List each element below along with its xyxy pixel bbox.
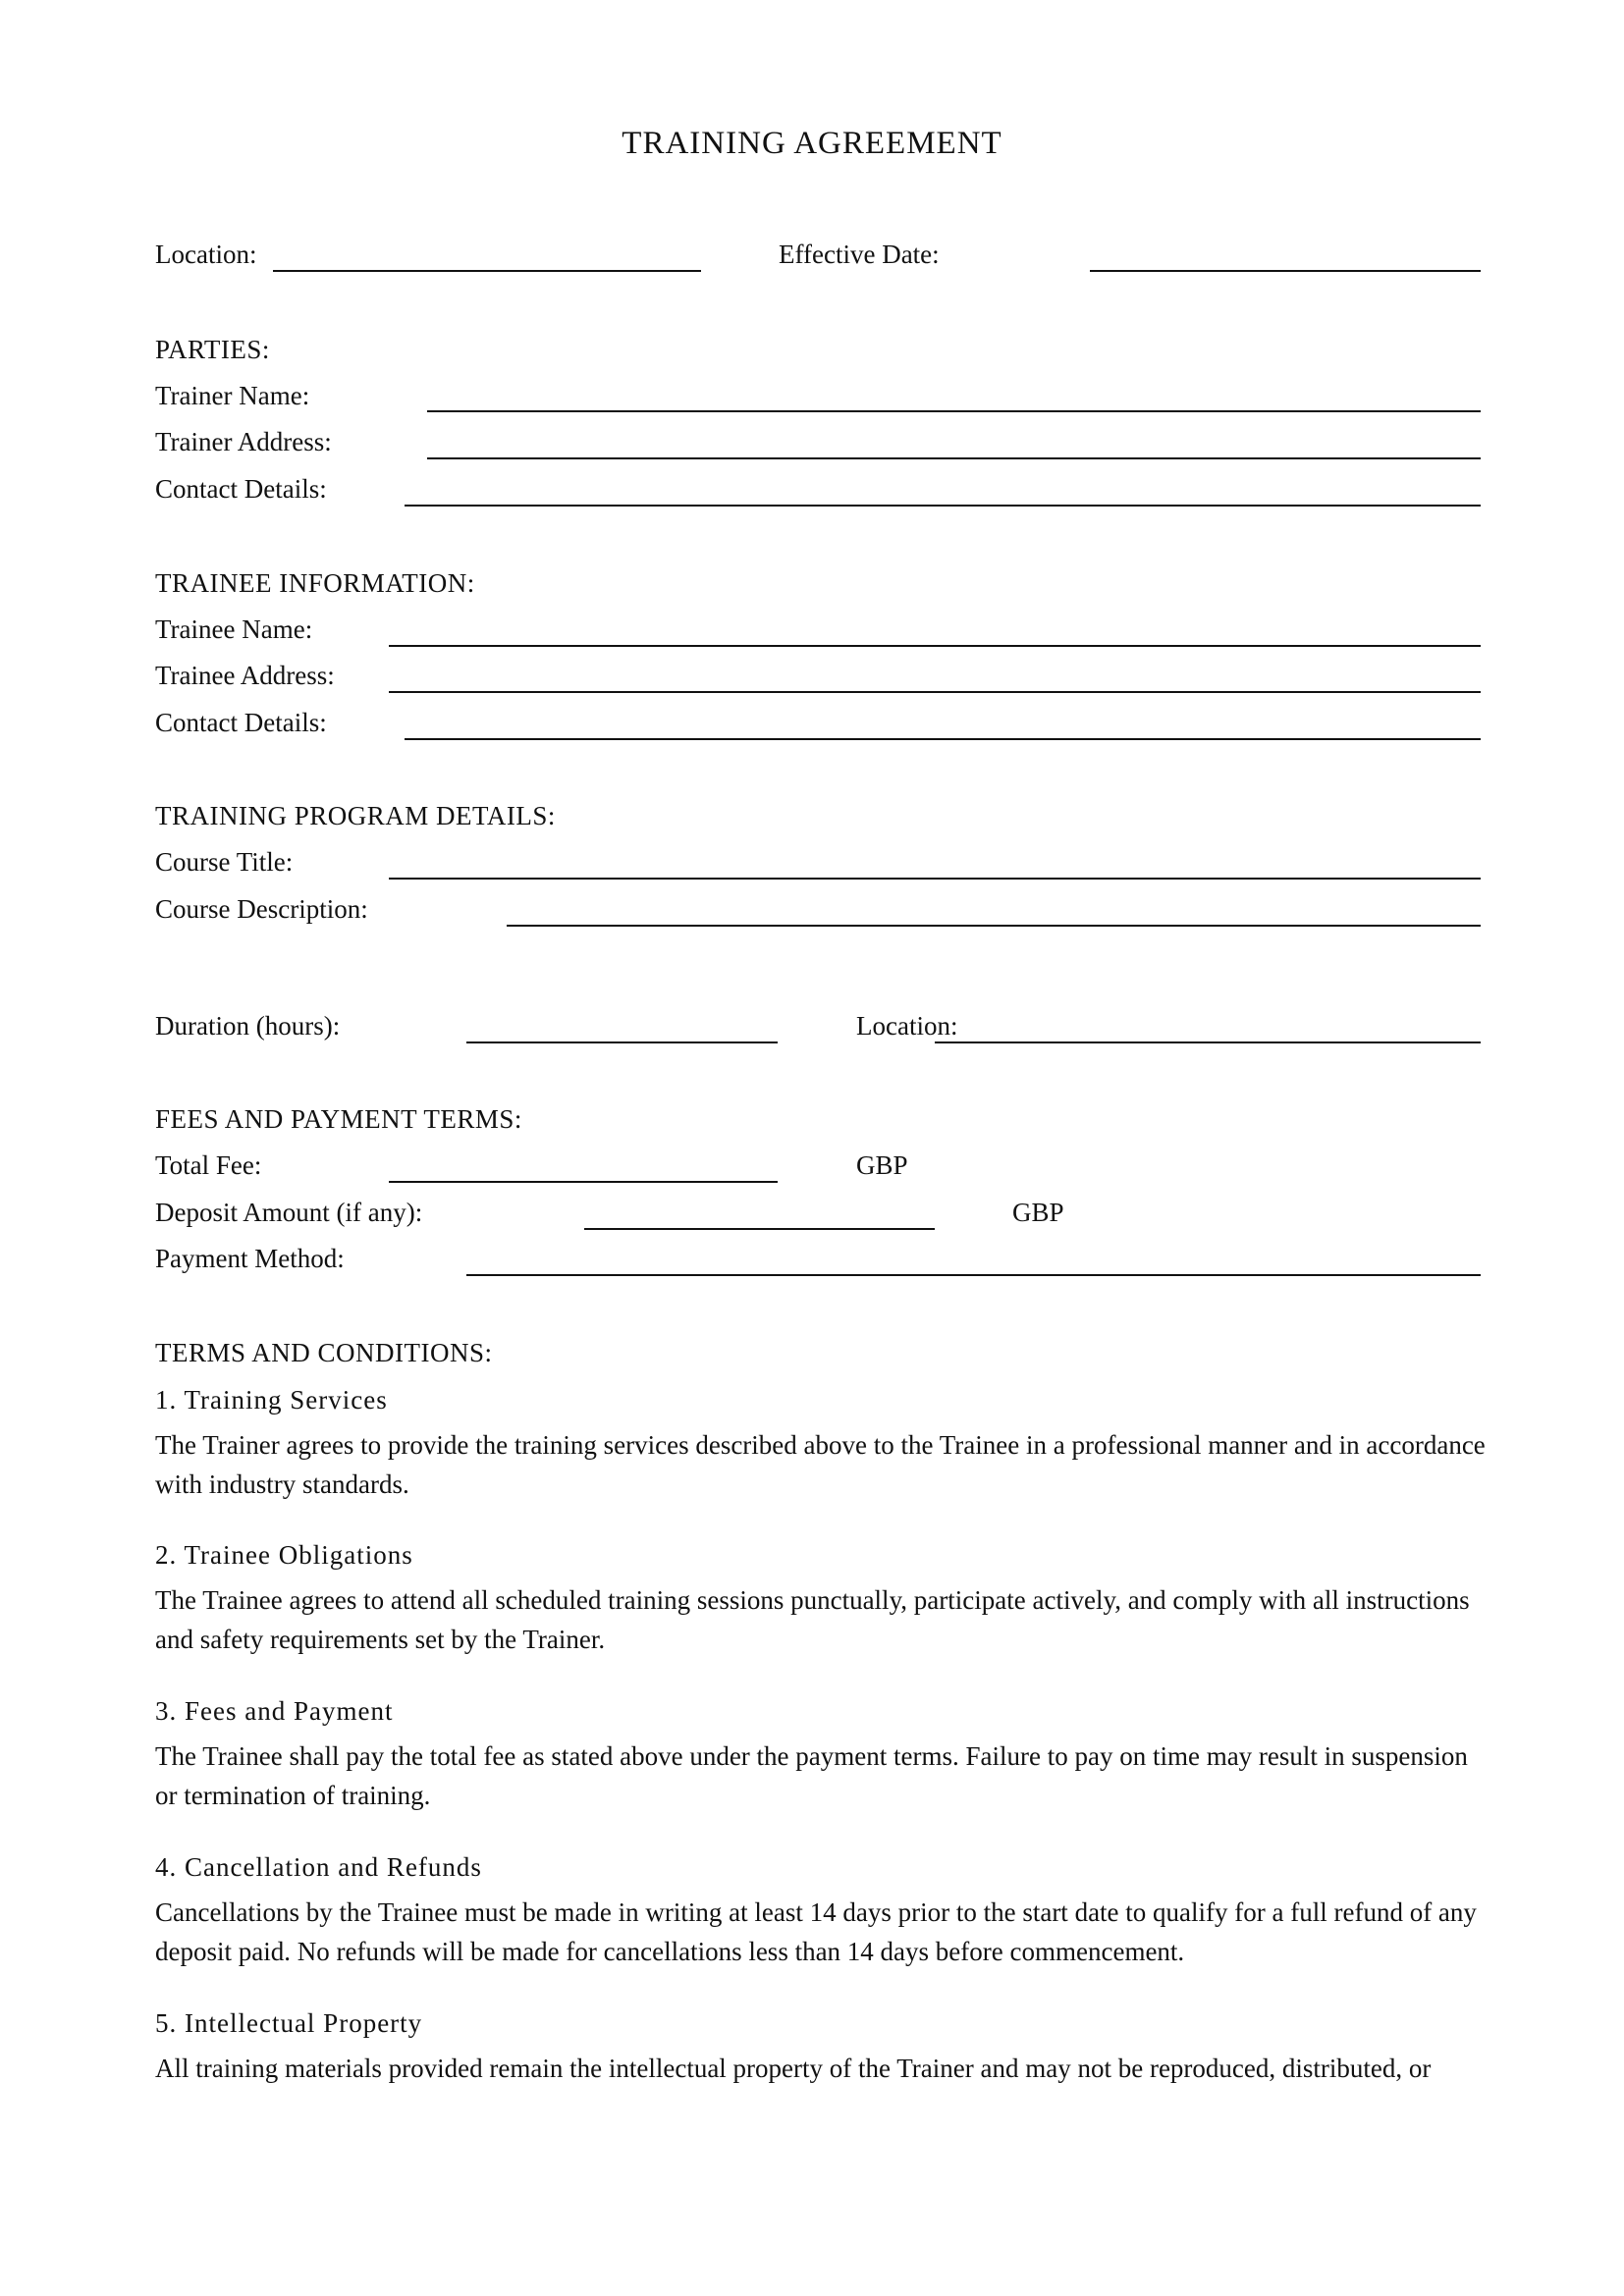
term-heading: 2. Trainee Obligations [155,1540,413,1570]
trainer-name-field[interactable] [427,410,1481,412]
trainee-name-label: Trainee Name: [155,614,313,644]
trainee-address-field[interactable] [389,691,1481,693]
term-heading: 5. Intellectual Property [155,2008,423,2038]
term-body: Cancellations by the Trainee must be made in writing at least 14 days prior to the start date to qualify for a full refund of any deposit paid. No refunds will be made for cancellations less than 14 days before commencement. [155,1897,1477,1966]
term-body: All training materials provided remain the intellectual property of the Trainer and may not be reproduced, distributed, or [155,2054,1432,2083]
course-description-field[interactable] [507,925,1481,927]
location-label: Location: [155,240,257,269]
course-title-label: Course Title: [155,847,294,877]
trainee-contact-label: Contact Details: [155,708,327,737]
term-body: The Trainee agrees to attend all scheduled training sessions punctually, participate actively, and comply with all instructions and safety requirements set by the Trainer. [155,1585,1470,1654]
trainer-address-field[interactable] [427,457,1481,459]
trainer-contact-label: Contact Details: [155,474,327,504]
document-title: TRAINING AGREEMENT [622,126,1002,161]
program-location-label: Location: [856,1011,958,1041]
terms-heading: TERMS AND CONDITIONS: [155,1338,493,1367]
total-fee-field[interactable] [389,1181,778,1183]
term-heading: 4. Cancellation and Refunds [155,1852,482,1882]
term-heading: 1. Training Services [155,1385,388,1415]
term-heading: 3. Fees and Payment [155,1696,394,1726]
effective-date-label: Effective Date: [779,240,940,269]
parties-heading: PARTIES: [155,335,270,364]
trainer-address-label: Trainer Address: [155,427,332,456]
program-heading: TRAINING PROGRAM DETAILS: [155,801,556,830]
program-location-field[interactable] [935,1041,1481,1043]
term-body: The Trainer agrees to provide the training services described above to the Trainee in a professional manner and in accordance with industry standards. [155,1430,1486,1499]
total-fee-label: Total Fee: [155,1150,262,1180]
payment-method-label: Payment Method: [155,1244,345,1273]
trainee-heading: TRAINEE INFORMATION: [155,568,475,598]
trainer-name-label: Trainer Name: [155,381,310,410]
duration-label: Duration (hours): [155,1011,341,1041]
deposit-label: Deposit Amount (if any): [155,1198,423,1227]
deposit-currency: GBP [1012,1198,1064,1227]
deposit-field[interactable] [584,1228,935,1230]
effective-date-field[interactable] [1090,270,1481,272]
location-field[interactable] [273,270,701,272]
term-body: The Trainee shall pay the total fee as stated above under the payment terms. Failure to pay on time may result in suspension or termination of training. [155,1741,1468,1810]
course-title-field[interactable] [389,878,1481,880]
trainee-name-field[interactable] [389,645,1481,647]
fees-heading: FEES AND PAYMENT TERMS: [155,1104,522,1134]
trainee-contact-field[interactable] [405,738,1481,740]
trainer-contact-field[interactable] [405,505,1481,507]
total-fee-currency: GBP [856,1150,908,1180]
trainee-address-label: Trainee Address: [155,661,335,690]
course-description-label: Course Description: [155,894,368,924]
duration-field[interactable] [466,1041,778,1043]
payment-method-field[interactable] [466,1274,1481,1276]
